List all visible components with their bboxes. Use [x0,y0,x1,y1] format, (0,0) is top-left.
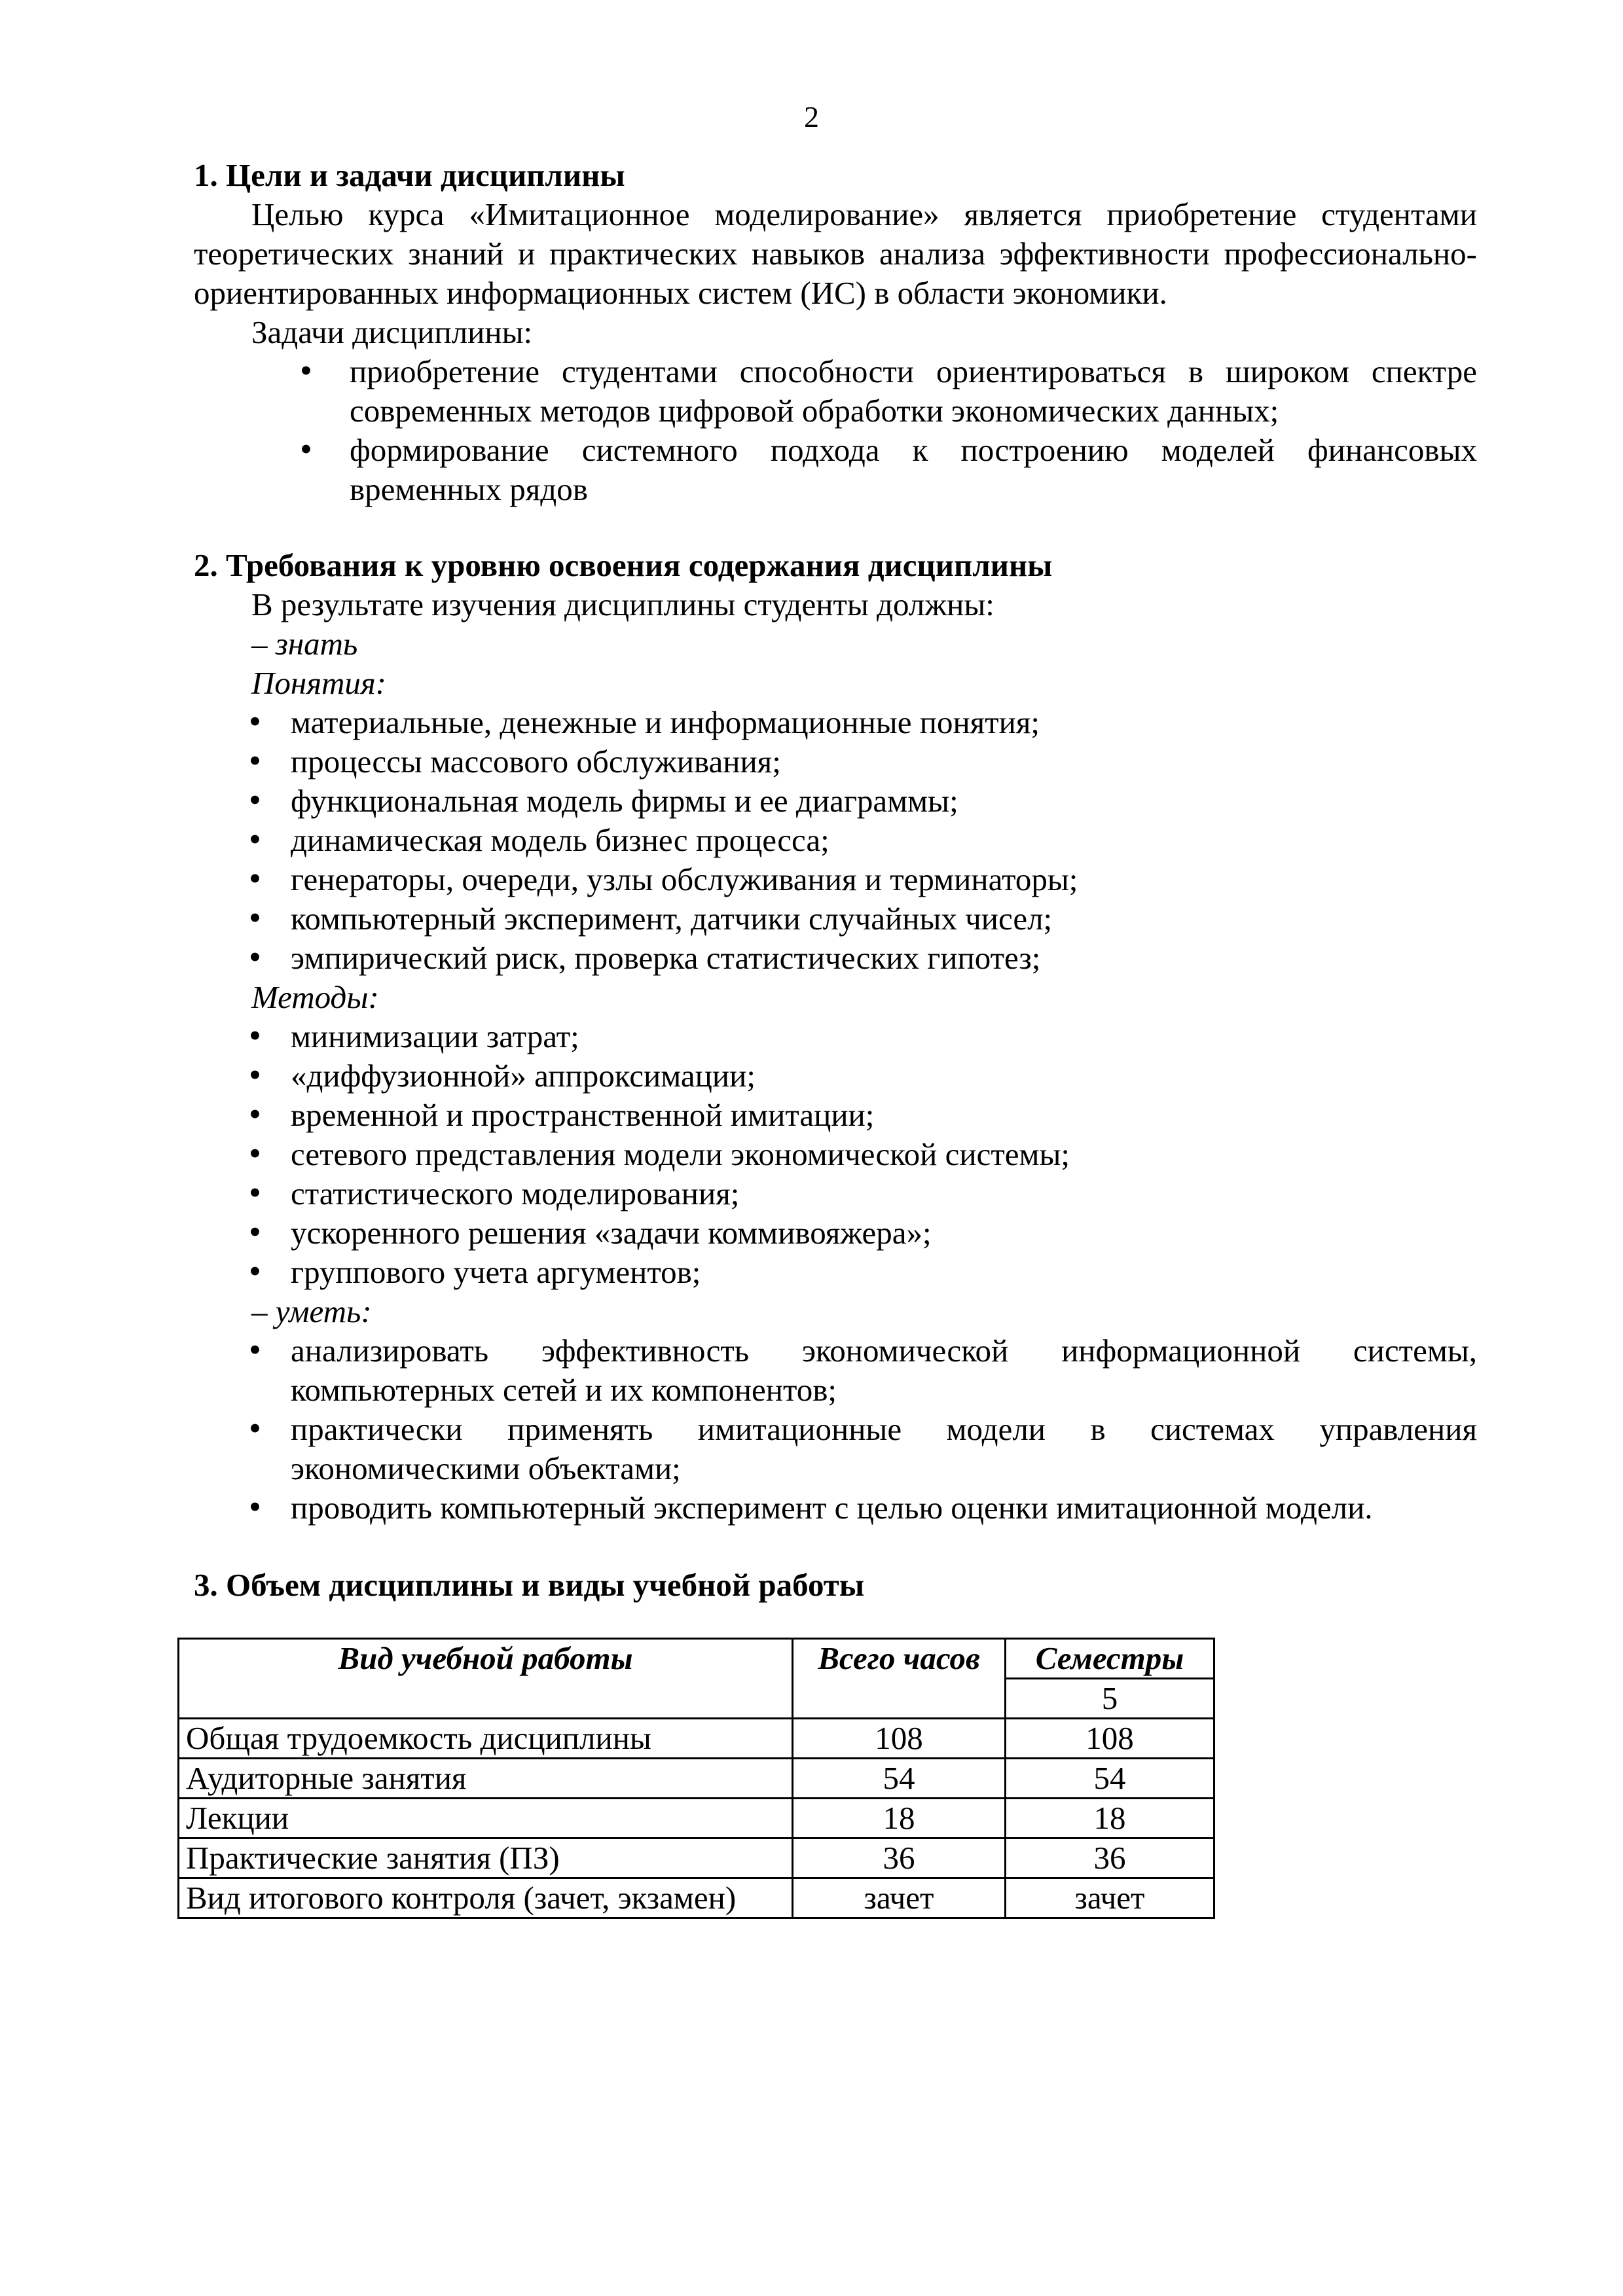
section-volume [194,1566,1477,1605]
list-item: • анализировать эффективность экономической информационной системы, компьютерных сетей и их компонентов; [291,1331,1477,1410]
list-item: • генераторы, очереди, узлы обслуживания и терминаторы; [291,860,1477,899]
list-item: • группового учета аргументов; [291,1253,1477,1292]
section-1-heading: 1. Цели и задачи дисциплины [194,157,625,193]
list-item: • минимизации затрат; [291,1017,1477,1056]
row-name: Общая трудоемкость дисциплины [179,1719,793,1759]
col-semesters-header: Семестры [1006,1639,1214,1679]
row-semester: 108 [1006,1719,1214,1759]
know-label: – знать [251,626,358,662]
concepts-label: Понятия: [251,665,386,701]
row-total: 18 [793,1799,1006,1839]
row-semester: 54 [1006,1759,1214,1799]
list-item: • временной и пространственной имитации; [291,1096,1477,1135]
table-row [179,1719,1214,1759]
table-row [179,1839,1214,1878]
list-item: • компьютерный эксперимент, датчики случайных чисел; [291,899,1477,939]
row-name: Аудиторные занятия [179,1759,793,1799]
semester-number: 5 [1006,1679,1214,1719]
table-row [179,1799,1214,1839]
table-row [179,1759,1214,1799]
goals-paragraph: Целью курса «Имитационное моделирование» является приобретение студентами теоретических знаний и практических навыков анализа эффективности профессионально-ориентированных информационных систем (ИС) в области экономики. [194,196,1477,311]
row-name: Лекции [179,1799,793,1839]
list-item: • «диффузионной» аппроксимации; [291,1056,1477,1096]
list-item: • формирование системного подхода к построению моделей финансовых временных рядов [350,431,1477,509]
list-item: • проводить компьютерный эксперимент с целью оценки имитационной модели. [291,1488,1477,1528]
tasks-label: Задачи дисциплины: [251,314,533,350]
list-item: • процессы массового обслуживания; [291,742,1477,781]
requirements-intro: В результате изучения дисциплины студенты должны: [251,586,994,622]
list-item: • функциональная модель фирмы и ее диаграммы; [291,781,1477,821]
concepts-list [194,703,1477,978]
col-total-hours-header: Всего часов [793,1639,1006,1719]
col-work-type-header: Вид учебной работы [179,1639,793,1719]
list-item: • эмпирический риск, проверка статистических гипотез; [291,939,1477,978]
methods-label: Методы: [251,979,379,1015]
list-item: • практически применять имитационные модели в системах управления экономическими объектами; [291,1410,1477,1488]
section-3-heading: 3. Объем дисциплины и виды учебной работы [194,1567,865,1603]
able-label: – уметь: [251,1293,372,1329]
page-number: 2 [804,100,819,134]
row-semester: зачет [1006,1878,1214,1918]
row-name: Практические занятия (ПЗ) [179,1839,793,1878]
table-row [179,1878,1214,1918]
hours-table [177,1638,1215,1919]
section-2-heading: 2. Требования к уровню освоения содержания дисциплины [194,547,1053,583]
list-item: • статистического моделирования; [291,1174,1477,1213]
methods-list [194,1017,1477,1292]
row-total: 54 [793,1759,1006,1799]
row-semester: 36 [1006,1839,1214,1878]
list-item: • материальные, денежные и информационные понятия; [291,703,1477,742]
list-item: • приобретение студентами способности ориентироваться в широком спектре современных методов цифровой обработки экономических данных; [350,352,1477,431]
list-item: • динамическая модель бизнес процесса; [291,821,1477,860]
row-semester: 18 [1006,1799,1214,1839]
row-total: 108 [793,1719,1006,1759]
tasks-list [194,352,1477,509]
list-item: • сетевого представления модели экономической системы; [291,1135,1477,1174]
row-total: 36 [793,1839,1006,1878]
row-total: зачет [793,1878,1006,1918]
table-header-row [179,1639,1214,1679]
abilities-list [194,1331,1477,1528]
section-goals [194,156,1477,509]
section-requirements [194,546,1477,1528]
list-item: • ускоренного решения «задачи коммивояжера»; [291,1213,1477,1253]
row-name: Вид итогового контроля (зачет, экзамен) [179,1878,793,1918]
document-body [194,156,1477,1605]
